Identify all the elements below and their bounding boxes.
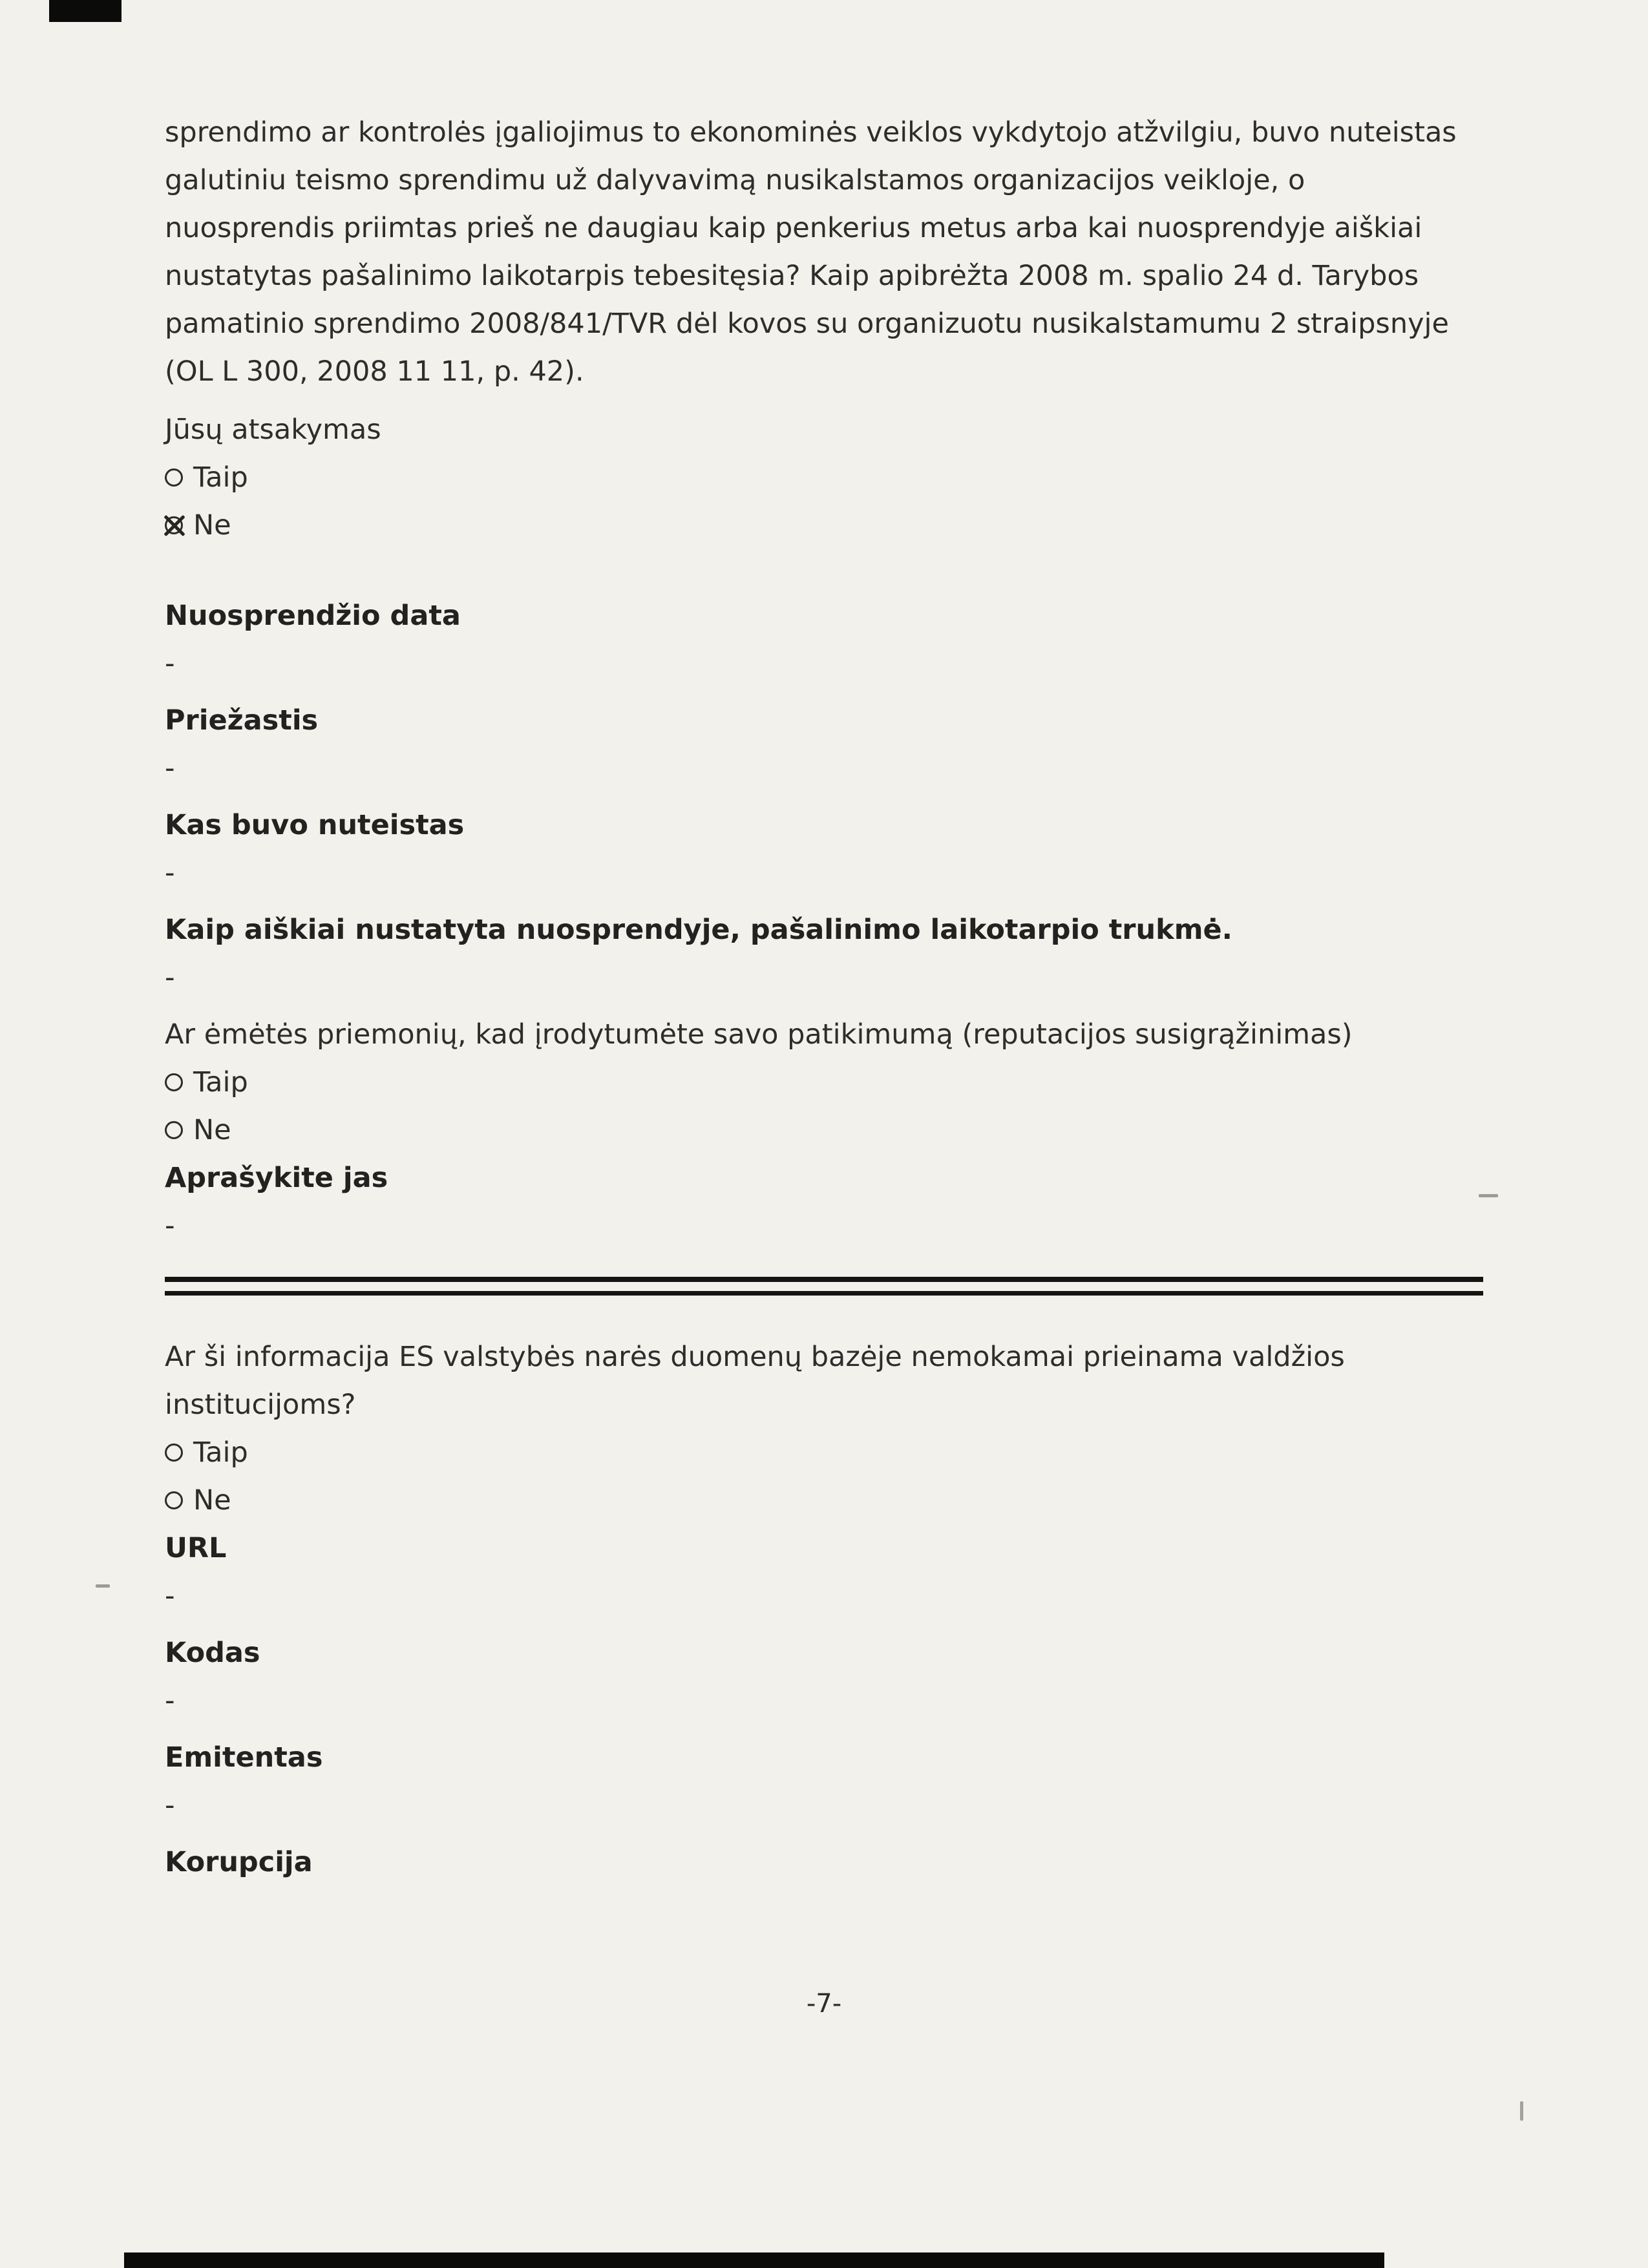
scan-speck [1520, 2101, 1523, 2121]
radio-option-taip[interactable] [165, 1058, 1483, 1106]
field-label: Priežastis [165, 704, 319, 737]
field-label: Emitentas [165, 1741, 323, 1774]
field-aprasykite-jas [165, 1154, 1483, 1250]
field-nuosprendzio-data [165, 592, 1483, 688]
next-section-heading: Korupcija [165, 1846, 313, 1878]
field-label: Kas buvo nuteistas [165, 809, 465, 841]
field-value: - [165, 1580, 175, 1612]
radio-option-taip[interactable] [165, 1429, 1483, 1476]
radio-icon[interactable] [165, 1121, 183, 1139]
radio-label: Taip [193, 1436, 248, 1469]
field-kodas [165, 1629, 1483, 1725]
radio-option-taip[interactable] [165, 454, 1483, 501]
field-value: - [165, 961, 175, 994]
field-value: - [165, 857, 175, 889]
radio-icon[interactable] [165, 1073, 183, 1091]
measures-question: Ar ėmėtės priemonių, kad įrodytumėte savo patikimumą (reputacijos susigrąžinimas) [165, 1018, 1353, 1051]
field-value: - [165, 1210, 175, 1242]
database-question: Ar ši informacija ES valstybės narės duomenų bazėje nemokamai prieinama valdžios institucijoms? [165, 1341, 1345, 1421]
answer-radio-group [165, 454, 1483, 549]
field-label: Kodas [165, 1637, 260, 1669]
document-page [165, 109, 1483, 1886]
intro-paragraph: sprendimo ar kontrolės įgaliojimus to ekonominės veiklos vykdytojo atžvilgiu, buvo nuteistas galutiniu teismo sprendimu už dalyvavimą nusikalstamos organizacijos veikloje, o nuosprendis priimtas prieš ne daugiau kaip penkerius metus arba kai nuosprendyje aiškiai nustatytas pašalinimo laikotarpis tebesitęsia? Kaip apibrėžta 2008 m. spalio 24 d. Tarybos pamatinio sprendimo 2008/841/TVR dėl kovos su organizuotu nusikalstamumu 2 straipsnyje (OL L 300, 2008 11 11, p. 42). [165, 116, 1457, 388]
radio-icon[interactable] [165, 1444, 183, 1462]
radio-label: Ne [193, 1484, 231, 1517]
section-divider [165, 1277, 1483, 1296]
page-number: -7- [806, 1989, 842, 2019]
field-value: - [165, 752, 175, 784]
radio-label: Ne [193, 1114, 231, 1146]
radio-label: Ne [193, 509, 231, 541]
field-label: Aprašykite jas [165, 1162, 388, 1194]
fields-block [165, 592, 1483, 1002]
radio-option-ne[interactable] [165, 1106, 1483, 1154]
radio-icon[interactable] [165, 516, 183, 534]
field-value: - [165, 647, 175, 680]
measures-radio-group [165, 1058, 1483, 1154]
field-value: - [165, 1789, 175, 1822]
field-label: URL [165, 1532, 227, 1564]
scan-artifact-bottom-bar [124, 2252, 1384, 2268]
scan-artifact-top-left [49, 0, 121, 22]
radio-label: Taip [193, 461, 248, 494]
radio-icon[interactable] [165, 468, 183, 487]
field-emitentas [165, 1734, 1483, 1829]
database-availability-section [165, 1333, 1483, 1886]
radio-icon[interactable] [165, 1491, 183, 1509]
field-label: Kaip aiškiai nustatyta nuosprendyje, pašalinimo laikotarpio trukmė. [165, 914, 1233, 946]
radio-option-ne[interactable] [165, 501, 1483, 549]
database-radio-group [165, 1429, 1483, 1524]
field-value: - [165, 1685, 175, 1717]
field-priezastis [165, 697, 1483, 792]
radio-option-ne[interactable] [165, 1476, 1483, 1524]
field-pasalinimo-laikotarpio-trukme [165, 906, 1483, 1002]
radio-label: Taip [193, 1066, 248, 1098]
field-kas-buvo-nuteistas [165, 801, 1483, 897]
field-label: Nuosprendžio data [165, 600, 461, 632]
field-url [165, 1524, 1483, 1620]
answer-heading: Jūsų atsakymas [165, 414, 381, 446]
scan-speck [96, 1584, 110, 1588]
